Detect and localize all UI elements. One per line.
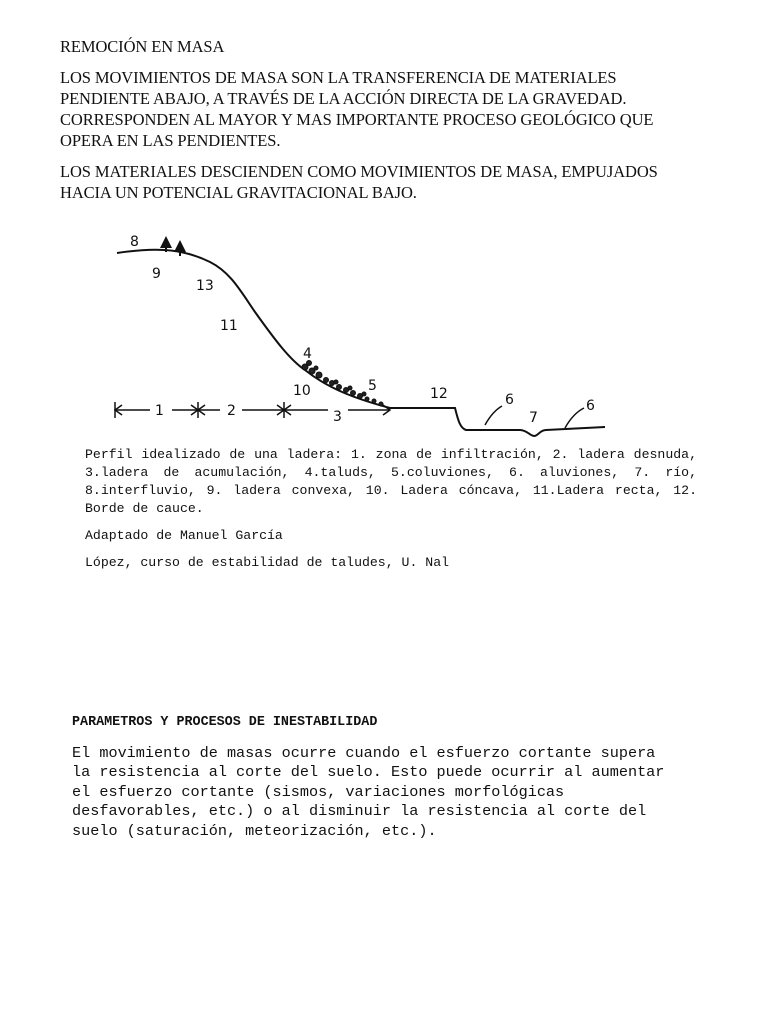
label-4: 4 <box>303 346 312 362</box>
label-2: 2 <box>227 403 236 419</box>
label-13: 13 <box>196 278 214 294</box>
label-10: 10 <box>293 383 311 399</box>
slope-profile-diagram <box>100 220 620 445</box>
intro-paragraph: LOS MOVIMIENTOS DE MASA SON LA TRANSFERENCIA DE MATERIALES PENDIENTE ABAJO, A TRAVÉS DE LA ACCIÓN DIRECTA DE LA GRAVEDAD. CORRESPONDEN AL MAYOR Y MAS IMPORTANTE PROCESO GEOLÓGICO QUE OPERA EN LAS PENDIENTES. <box>60 68 654 150</box>
slope-profile-line <box>117 250 605 436</box>
label-3: 3 <box>333 409 342 425</box>
alluvium-mark-left <box>485 406 502 425</box>
label-11: 11 <box>220 318 238 334</box>
page-title: REMOCIÓN EN MASA <box>60 37 225 56</box>
section-body-paragraph: El movimiento de masas ocurre cuando el esfuerzo cortante supera la resistencia al corte del suelo. Esto puede ocurrir al aumentar el esfuerzo cortante (sismos, variaciones morfológicas desfavorables, etc.) o al disminuir la resistencia al corte del suelo (saturación, meteorización, etc.). <box>72 744 665 840</box>
label-1: 1 <box>155 403 164 419</box>
alluvium-mark-right <box>565 408 584 428</box>
label-6-left: 6 <box>505 392 514 408</box>
label-9: 9 <box>152 266 161 282</box>
figure-credit-line-2: López, curso de estabilidad de taludes, U. Nal <box>85 555 450 570</box>
figure-credit-line-1: Adaptado de Manuel García <box>85 528 283 543</box>
section-heading: PARAMETROS Y PROCESOS DE INESTABILIDAD <box>72 715 378 730</box>
label-7: 7 <box>529 410 538 426</box>
figure-caption: Perfil idealizado de una ladera: 1. zona de infiltración, 2. ladera desnuda, 3.ladera de acumulación, 4.taluds, 5.coluviones, 6. aluviones, 7. río, 8.interfluvio, 9. ladera convexa, 10. Ladera cóncava, 11.Ladera recta, 12. Borde de cauce. <box>85 447 697 516</box>
label-6-right: 6 <box>586 398 595 414</box>
second-paragraph: LOS MATERIALES DESCIENDEN COMO MOVIMIENTOS DE MASA, EMPUJADOS HACIA UN POTENCIAL GRAVITACIONAL BAJO. <box>60 162 658 202</box>
label-12: 12 <box>430 386 448 402</box>
label-8: 8 <box>130 234 139 250</box>
label-5: 5 <box>368 378 377 394</box>
